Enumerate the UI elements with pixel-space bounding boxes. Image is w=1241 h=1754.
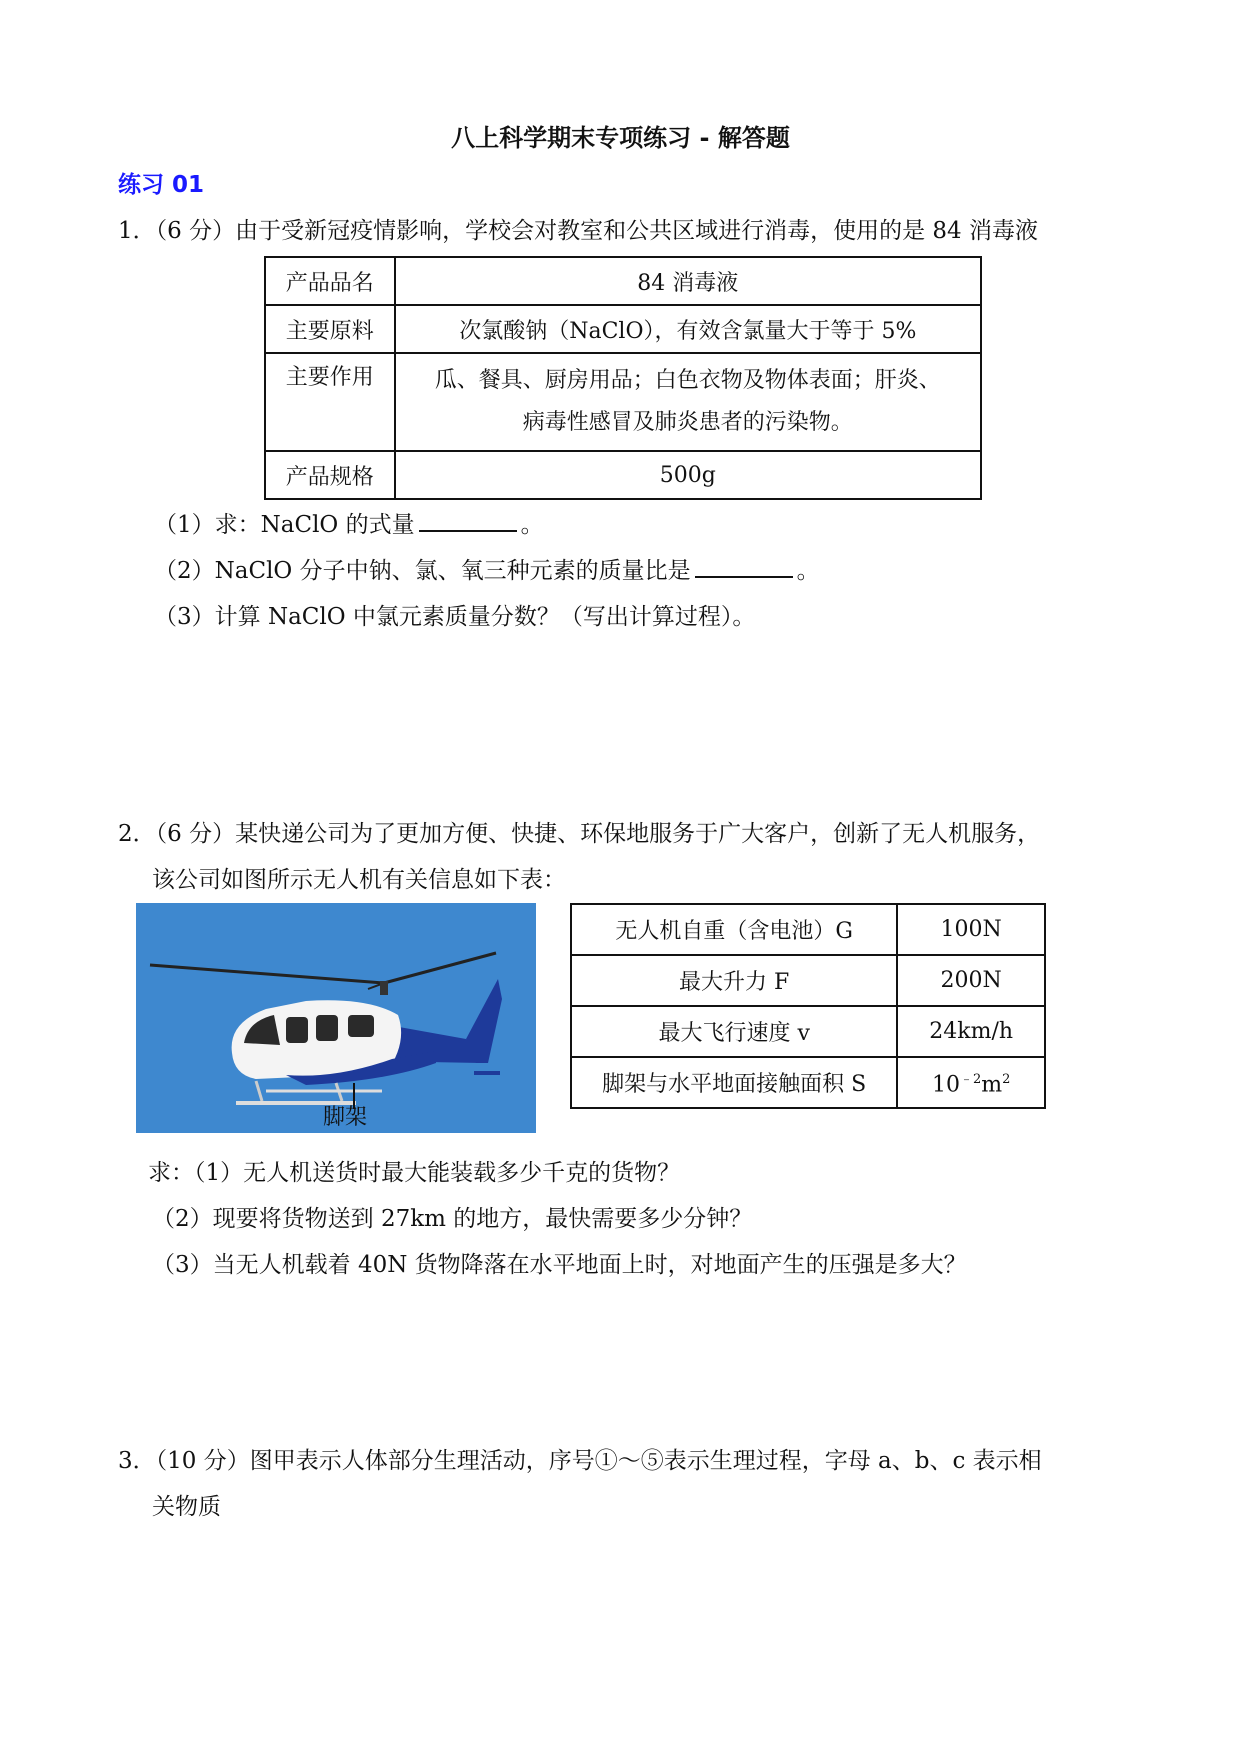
table-value: 84 消毒液 <box>395 257 981 305</box>
helicopter-photo <box>136 903 536 1133</box>
table-key: 主要作用 <box>265 353 395 451</box>
table-value <box>897 1057 1045 1108</box>
q3-stem-line1: 3．（10 分）图甲表示人体部分生理活动，序号①～⑤表示生理过程，字母 a、b、c 表示相 <box>118 1448 1042 1474</box>
table-value-line: 瓜、餐具、厨房用品；白色衣物及物体表面；肝炎、 <box>434 368 941 393</box>
table-row <box>571 955 1045 1006</box>
q1-sub1-text: （1）求：NaClO 的式量 <box>154 512 415 538</box>
table-value: 200N <box>897 955 1045 1006</box>
table-key: 最大升力 F <box>571 955 897 1006</box>
table-row <box>571 1006 1045 1057</box>
table-row <box>265 451 981 499</box>
q1-product-table <box>264 256 982 500</box>
q2-stem-line1: 2．（6 分）某快递公司为了更加方便、快捷、环保地服务于广大客户，创新了无人机服务， <box>118 821 1041 847</box>
q2-drone-table <box>570 903 1046 1109</box>
table-value: 100N <box>897 904 1045 955</box>
q2-stem-line2: 该公司如图所示无人机有关信息如下表： <box>152 867 566 893</box>
photo-label-footstand: 脚架 <box>323 1105 368 1130</box>
q3-stem-line2: 关物质 <box>152 1494 221 1520</box>
table-key: 无人机自重（含电池）G <box>571 904 897 955</box>
table-key: 产品品名 <box>265 257 395 305</box>
value-unit-exponent: 2 <box>1002 1071 1011 1087</box>
answer-blank[interactable] <box>419 508 517 532</box>
value-base: 10 <box>931 1072 960 1098</box>
q2-sub2: （2）现要将货物送到 27km 的地方，最快需要多少分钟？ <box>152 1206 753 1232</box>
q1-sub3: （3）计算 NaClO 中氯元素质量分数？（写出计算过程）。 <box>154 604 756 630</box>
table-row <box>571 904 1045 955</box>
q1-stem: 1．（6 分）由于受新冠疫情影响，学校会对教室和公共区域进行消毒，使用的是 84 消毒液 <box>118 218 1038 244</box>
table-key: 主要原料 <box>265 305 395 353</box>
table-value-line: 病毒性感冒及肺炎患者的污染物。 <box>522 410 853 435</box>
table-row <box>571 1057 1045 1108</box>
table-row <box>265 353 981 451</box>
table-value: 次氯酸钠（NaClO），有效含氯量大于等于 5% <box>395 305 981 353</box>
table-key: 脚架与水平地面接触面积 S <box>571 1057 897 1108</box>
table-key: 产品规格 <box>265 451 395 499</box>
answer-blank[interactable] <box>695 554 793 578</box>
section-heading: 练习 01 <box>118 172 205 198</box>
q1-sub1-end: 。 <box>520 512 544 538</box>
page-title: 八上科学期末专项练习 - 解答题 <box>451 124 790 152</box>
table-value: 24km/h <box>897 1006 1045 1057</box>
table-value: 500g <box>395 451 981 499</box>
q1-sub2-text: （2）NaClO 分子中钠、氯、氧三种元素的质量比是 <box>154 558 691 584</box>
table-key: 最大飞行速度 v <box>571 1006 897 1057</box>
q2-sub3: （3）当无人机载着 40N 货物降落在水平地面上时，对地面产生的压强是多大？ <box>152 1252 967 1278</box>
helicopter-illustration <box>136 903 536 1133</box>
q1-sub1 <box>154 506 544 539</box>
table-row <box>265 257 981 305</box>
table-row <box>265 305 981 353</box>
q2-sub1: 求：（1）无人机送货时最大能装载多少千克的货物？ <box>148 1160 681 1186</box>
q1-sub2-end: 。 <box>796 558 820 584</box>
value-exponent: ﹣2 <box>959 1071 982 1087</box>
table-value <box>395 353 981 451</box>
q1-sub2 <box>154 552 820 585</box>
value-unit: m <box>981 1072 1003 1098</box>
